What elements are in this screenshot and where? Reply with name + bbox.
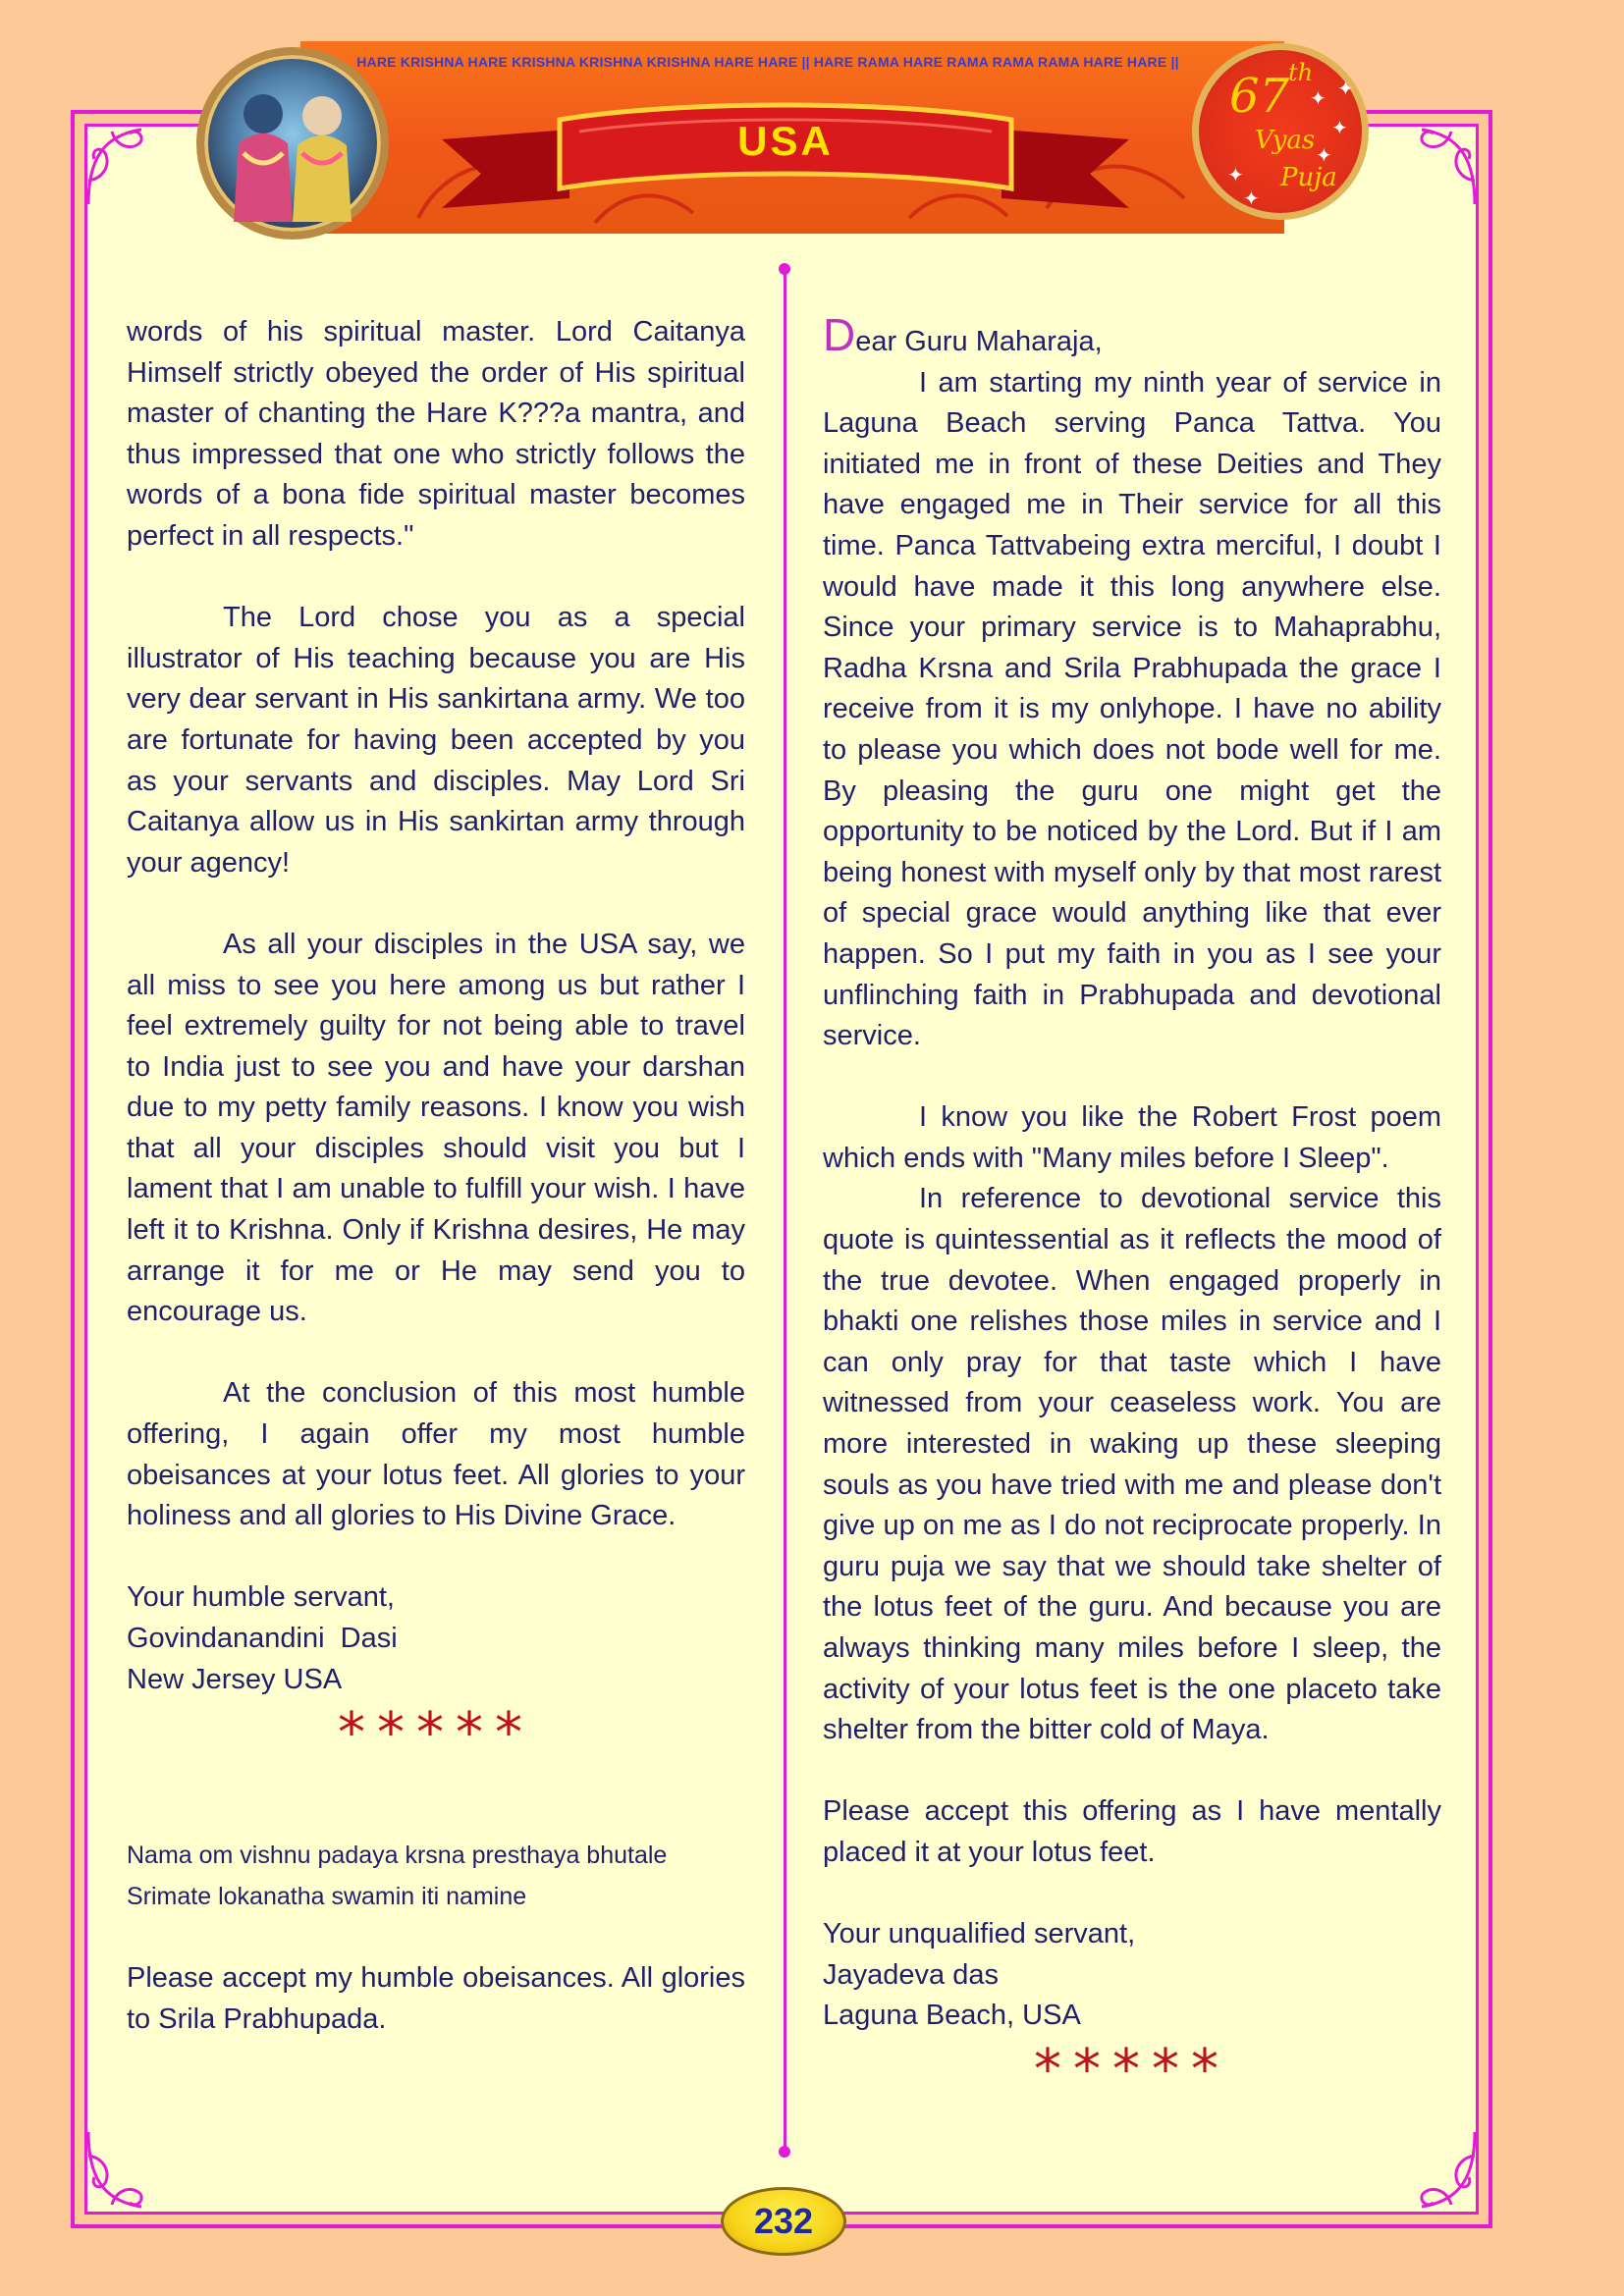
page-number: 232 <box>721 2187 846 2256</box>
sparkle-icon: ✦ <box>1337 77 1354 100</box>
corner-flourish-icon <box>82 122 171 210</box>
sparkle-icon: ✦ <box>1316 143 1332 167</box>
header-mantra: HARE KRISHNA HARE KRISHNA KRISHNA KRISHNA HARE HARE || HARE RAMA HARE RAMA RAMA RAMA HARE HARE || <box>356 54 1179 70</box>
corner-flourish-icon <box>82 2126 171 2215</box>
left-paragraph: The Lord chose you as a special illustrator of His teaching because you are His very dear servant in His sankirtana army. We too are fortunate for having been accepted by you as your servants and disciples. May Lord Sri Caitanya allow us in His sankirtan army through your agency! <box>127 602 745 879</box>
corner-flourish-icon <box>1392 122 1481 210</box>
badge-word-vyas: Vyas <box>1255 126 1316 155</box>
right-paragraph: I am starting my ninth year of service in Laguna Beach serving Panca Tattva. You initiated me in front of these Deities and They have engaged me in Their service for all this time. Panca Tattvabeing extra merciful, I doubt I would have made it this long anywhere else. Since your primary service is to Mahaprabhu, Radha Krsna and Srila Prabhupada the grace I receive from it is my onlyhope. I have no ability to please you which does not bode well for me. By pleasing the guru one might get the opportunity to be noticed by the Lord. But if I am being honest with myself only by that most rarest of special grace would anything like that ever happen. So I put my faith in you as I see your unflinching faith in Prabhupada and devotional service. <box>823 366 1441 1052</box>
right-paragraph: I know you like the Robert Frost poem which ends with "Many miles before I Sleep". <box>823 1101 1441 1174</box>
left-paragraph: As all your disciples in the USA say, we all miss to see you here among us but rather I feel extremely guilty for not being able to travel to India just to see you and have your darshan due to my petty family reasons. I know you wish that all your disciples should visit you but I lament that I am unable to fulfill your wish. I have left it to Krishna. Only if Krishna desires, He may arrange it for me or He may send you to encourage us. <box>127 928 745 1328</box>
right-signature-location: Laguna Beach, USA <box>823 2000 1081 2032</box>
right-star-separator: ***** <box>1034 2037 1230 2102</box>
divider-top-dot <box>779 263 790 275</box>
corner-flourish-icon <box>1392 2126 1481 2215</box>
badge-word-puja: Puja <box>1280 163 1337 192</box>
left-paragraph: words of his spiritual master. Lord Caitanya Himself strictly obeyed the order of His spiritual master of chanting the Hare K???a mantra, and thus impressed that one who strictly follows the words of a bona fide spiritual master becomes perfect in all respects." <box>127 316 745 552</box>
sparkle-icon: ✦ <box>1243 187 1260 210</box>
divider-bottom-dot <box>779 2146 790 2158</box>
left-invocation-line: Nama om vishnu padaya krsna presthaya bhutale <box>127 1842 668 1870</box>
column-divider <box>784 269 786 2154</box>
left-paragraph: At the conclusion of this most humble offering, I again offer my most humble obeisances at your lotus feet. All glories to your holiness and all glories to His Divine Grace. <box>127 1377 745 1532</box>
badge-number: 67 <box>1229 69 1290 124</box>
left-closing: Please accept my humble obeisances. All glories to Srila Prabhupada. <box>127 1961 745 2035</box>
sparkle-icon: ✦ <box>1227 163 1244 187</box>
sparkle-icon: ✦ <box>1331 116 1348 139</box>
deities-icon <box>204 55 381 232</box>
right-salutation <box>823 309 1441 363</box>
salutation-text: ear Guru Maharaja, <box>855 326 1103 357</box>
left-column <box>127 312 745 2040</box>
deity-medallion-image <box>196 47 389 240</box>
right-paragraph: In reference to devotional service this quote is quintessential as it reflects the mood of the true devotee. When engaged properly in bhakti one relishes those miles in service and I can only pray for that taste which I have witnessed from your ceaseless work. You are more interested in waking up these sleeping souls as you have tried with me and please don't give up on me as I do not reciprocate properly. In guru puja we say that we should take shelter of the lotus feet of the guru. And because you are always thinking many miles before I sleep, the activity of your lotus feet is the one placeto take shelter from the bitter cold of Maya. <box>823 1183 1441 1746</box>
salutation-dropcap: D <box>823 309 856 360</box>
badge-suffix: th <box>1288 59 1314 86</box>
right-signature-name: Jayadeva das <box>823 1958 999 1991</box>
right-signature-line: Your unqualified servant, <box>823 1918 1136 1950</box>
right-column <box>823 309 1441 2102</box>
left-signature-line: Your humble servant, <box>127 1581 395 1614</box>
left-signature-location: New Jersey USA <box>127 1663 343 1695</box>
right-paragraph: Please accept this offering as I have mentally placed it at your lotus feet. <box>823 1795 1441 1868</box>
left-signature-name: Govindanandini Dasi <box>127 1623 398 1654</box>
left-invocation-line: Srimate lokanatha swamin iti namine <box>127 1882 527 1910</box>
ribbon-title: USA <box>737 118 834 164</box>
left-star-separator: ***** <box>338 1701 534 1766</box>
sparkle-icon: ✦ <box>1310 86 1326 110</box>
